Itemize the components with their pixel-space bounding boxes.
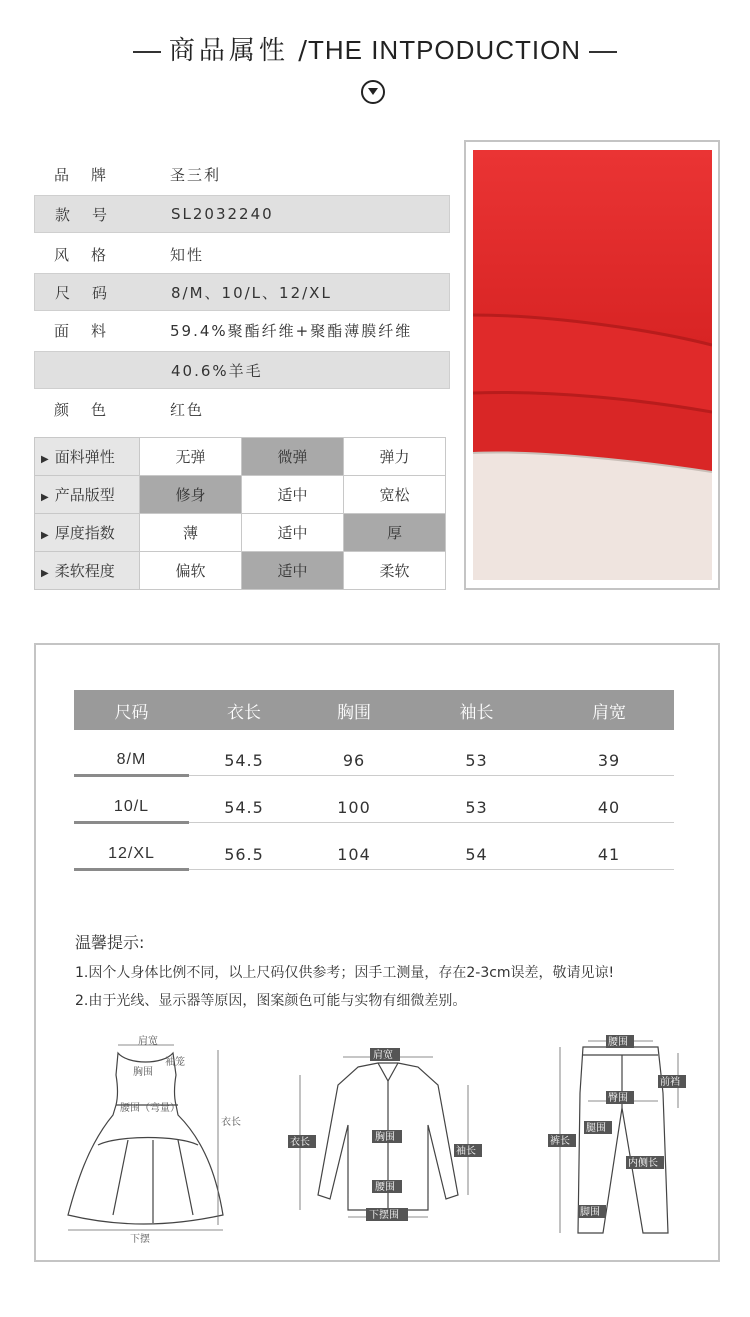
feature-label-text: 面料弹性 bbox=[54, 448, 115, 466]
size-value-cell: 104 bbox=[337, 844, 371, 864]
attribute-row bbox=[34, 311, 450, 349]
shirt-length-label: 衣长 bbox=[290, 1137, 310, 1148]
attribute-value: 红色 bbox=[170, 400, 205, 419]
attribute-label-char-2: 号 bbox=[91, 205, 109, 224]
feature-grid bbox=[34, 437, 446, 590]
attribute-row bbox=[34, 273, 450, 311]
feature-label bbox=[35, 552, 140, 590]
shirt-sleeve-label: 袖长 bbox=[456, 1146, 476, 1157]
attribute-value: 圣三利 bbox=[170, 165, 222, 184]
feature-option: 适中 bbox=[242, 514, 344, 552]
feature-option-selected: 修身 bbox=[140, 476, 242, 514]
shirt-shoulder-label: 肩宽 bbox=[373, 1050, 393, 1061]
feature-option: 宽松 bbox=[344, 476, 446, 514]
feature-option: 弹力 bbox=[344, 438, 446, 476]
title-en: THE INTPODUCTION bbox=[307, 35, 582, 65]
table-row bbox=[74, 839, 674, 870]
attribute-label-char-1: 风 bbox=[54, 245, 72, 264]
pants-front-rise-label: 前裆 bbox=[660, 1077, 680, 1088]
feature-row bbox=[35, 514, 446, 552]
pants-hip-label: 臀围 bbox=[608, 1093, 628, 1104]
feature-label bbox=[35, 514, 140, 552]
attribute-label-char-1: 款 bbox=[55, 205, 73, 224]
shirt-hem-label: 下摆围 bbox=[369, 1210, 399, 1221]
attribute-value: 8/M、10/L、12/XL bbox=[171, 283, 332, 302]
shirt-bust-label: 胸围 bbox=[375, 1132, 395, 1143]
attribute-label-char-2: 码 bbox=[91, 283, 109, 302]
page-title bbox=[0, 30, 750, 67]
tips-title: 温馨提示: bbox=[75, 933, 145, 952]
shirt-waist-label: 腰围 bbox=[375, 1182, 395, 1193]
feature-option-selected: 适中 bbox=[242, 552, 344, 590]
size-value-cell: 53 bbox=[465, 797, 488, 817]
attribute-value: 40.6%羊毛 bbox=[171, 361, 263, 380]
feature-label bbox=[35, 476, 140, 514]
feature-option-selected: 微弹 bbox=[242, 438, 344, 476]
shirt-measure-diagram bbox=[288, 1045, 488, 1225]
attribute-label bbox=[35, 282, 171, 303]
feature-label-text: 厚度指数 bbox=[54, 524, 115, 542]
size-label-cell: 10/L bbox=[74, 792, 189, 822]
attribute-row bbox=[34, 390, 450, 428]
pants-waist-label: 腰围 bbox=[608, 1037, 628, 1048]
attribute-label bbox=[34, 320, 170, 341]
attribute-label bbox=[34, 164, 170, 185]
size-header-cell: 胸围 bbox=[337, 702, 371, 723]
dress-hem-label: 下摆 bbox=[130, 1234, 150, 1245]
attribute-label-char-1: 品 bbox=[54, 165, 72, 184]
feature-option-selected: 厚 bbox=[344, 514, 446, 552]
chevron-down-icon bbox=[361, 80, 385, 104]
attribute-label-char-2: 格 bbox=[90, 245, 108, 264]
size-label-cell: 8/M bbox=[74, 745, 189, 775]
attribute-label-char-1: 尺 bbox=[55, 283, 73, 302]
size-value-cell: 54 bbox=[465, 844, 488, 864]
table-row bbox=[74, 792, 674, 823]
pants-inseam-label: 内侧长 bbox=[628, 1158, 658, 1169]
feature-label-text: 产品版型 bbox=[54, 486, 115, 504]
attribute-label bbox=[35, 204, 171, 225]
attribute-value: SL2032240 bbox=[171, 205, 274, 223]
feature-option: 适中 bbox=[242, 476, 344, 514]
feature-row bbox=[35, 552, 446, 590]
title-cn: 商品属性 bbox=[168, 36, 289, 66]
attribute-label-char-1: 面 bbox=[54, 321, 72, 340]
feature-option: 薄 bbox=[140, 514, 242, 552]
dress-bust-label: 胸围 bbox=[133, 1067, 153, 1078]
dress-measure-diagram bbox=[58, 1035, 248, 1245]
size-header-cell: 尺码 bbox=[114, 702, 149, 723]
feature-row bbox=[35, 438, 446, 476]
size-value-cell: 96 bbox=[342, 750, 366, 770]
tip-line-1: 1.因个人身体比例不同，以上尺码仅供参考；因手工测量，存在2-3cm误差，敬请见谅! bbox=[75, 965, 615, 981]
size-value-cell: 53 bbox=[465, 750, 488, 770]
size-value-cell: 54.5 bbox=[224, 750, 264, 770]
pants-thigh-label: 腿围 bbox=[586, 1123, 606, 1134]
triangle-right-icon: ▶ bbox=[41, 454, 49, 465]
attribute-label bbox=[34, 399, 170, 420]
tip-line-2: 2.由于光线、显示器等原因，图案颜色可能与实物有细微差别。 bbox=[75, 993, 467, 1009]
attribute-label bbox=[34, 244, 170, 265]
title-dash-left bbox=[133, 51, 161, 53]
title-separator: / bbox=[298, 36, 308, 66]
size-value-cell: 40 bbox=[597, 797, 621, 817]
attribute-label-char-2: 牌 bbox=[90, 165, 108, 184]
feature-label-text: 柔软程度 bbox=[54, 562, 115, 580]
feature-option: 偏软 bbox=[140, 552, 242, 590]
size-value-cell: 41 bbox=[597, 844, 621, 864]
attribute-row bbox=[34, 155, 450, 193]
size-header-cell: 袖长 bbox=[459, 702, 494, 723]
attribute-label-char-2: 料 bbox=[90, 321, 108, 340]
fabric-image bbox=[473, 150, 712, 580]
triangle-right-icon: ▶ bbox=[41, 492, 49, 503]
title-dash-right bbox=[589, 51, 617, 53]
attribute-value: 知性 bbox=[170, 245, 205, 264]
size-value-cell: 56.5 bbox=[224, 844, 264, 864]
triangle-right-icon: ▶ bbox=[41, 530, 49, 541]
feature-option: 无弹 bbox=[140, 438, 242, 476]
attribute-value: 59.4%聚酯纤维+聚酯薄膜纤维 bbox=[170, 321, 413, 340]
attribute-label-char-1: 颜 bbox=[54, 400, 72, 419]
feature-option: 柔软 bbox=[344, 552, 446, 590]
pants-foot-label: 脚围 bbox=[580, 1207, 600, 1218]
attribute-row bbox=[34, 235, 450, 273]
dress-length-label: 衣长 bbox=[221, 1117, 241, 1128]
table-row bbox=[74, 745, 674, 776]
pants-measure-diagram bbox=[548, 1033, 693, 1243]
dress-waist-label: 腰围（弯量） bbox=[120, 1103, 180, 1114]
size-value-cell: 39 bbox=[597, 750, 621, 770]
size-header-cell: 衣长 bbox=[227, 702, 261, 723]
size-table-header bbox=[74, 690, 674, 730]
feature-row bbox=[35, 476, 446, 514]
attribute-row bbox=[34, 351, 450, 389]
triangle-right-icon: ▶ bbox=[41, 568, 49, 579]
dress-shoulder-label: 肩宽 bbox=[138, 1036, 158, 1047]
attribute-label-char-2: 色 bbox=[90, 400, 108, 419]
pants-length-label: 裤长 bbox=[550, 1136, 570, 1147]
size-label-cell: 12/XL bbox=[74, 839, 189, 869]
size-header-cell: 肩宽 bbox=[592, 702, 626, 723]
feature-label bbox=[35, 438, 140, 476]
attribute-row bbox=[34, 195, 450, 233]
size-value-cell: 100 bbox=[337, 797, 371, 817]
size-value-cell: 54.5 bbox=[224, 797, 264, 817]
dress-sleeve-label: 袖笼 bbox=[165, 1057, 185, 1068]
